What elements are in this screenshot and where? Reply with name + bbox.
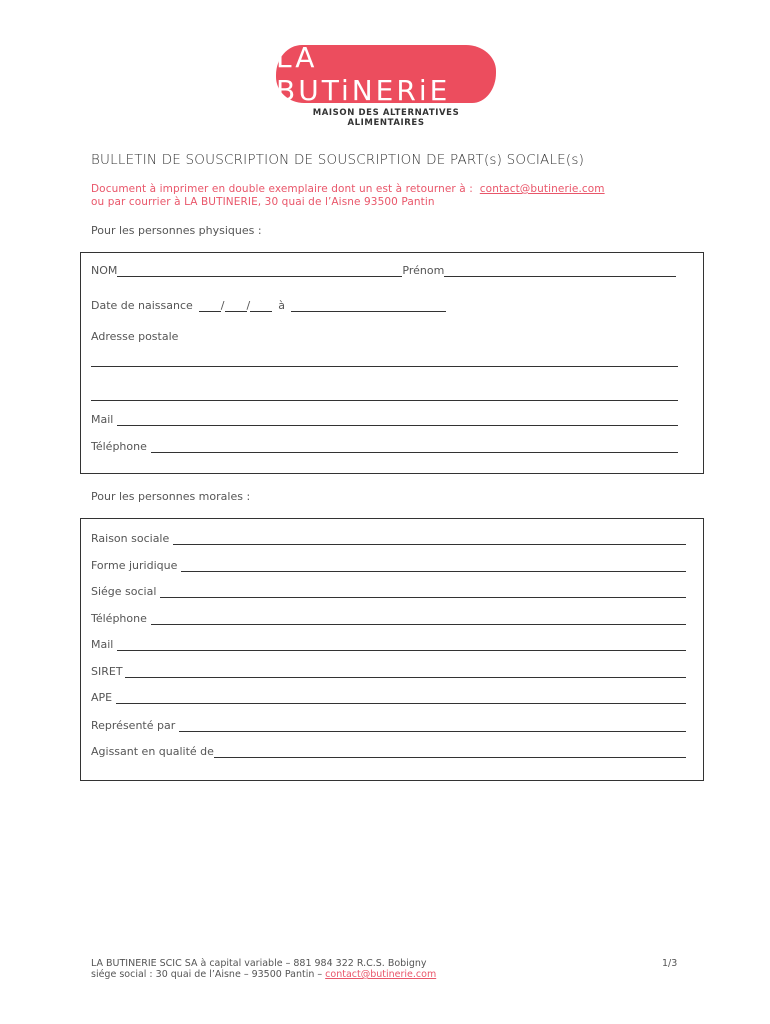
logo-name: LA BUTiNERiE (276, 41, 451, 107)
note-line1: Document à imprimer en double exemplaire dont un est à retourner à : (91, 183, 473, 195)
nom-prenom-row (91, 264, 691, 277)
physical-heading: Pour les personnes physiques : (91, 224, 262, 237)
address-line-2[interactable] (91, 388, 678, 401)
siret-field[interactable] (125, 665, 686, 678)
moral-heading: Pour les personnes morales : (91, 490, 251, 503)
telephone-row (91, 440, 678, 453)
siege-social-field[interactable] (160, 585, 686, 598)
siege-social-row (91, 585, 686, 598)
instructions-note (91, 183, 605, 209)
ape-row (91, 691, 686, 704)
contact-email-link[interactable]: contact@butinerie.com (479, 183, 605, 195)
moral-mail-row (91, 638, 686, 651)
forme-juridique-label: Forme juridique (91, 559, 178, 572)
agissant-label: Agissant en qualité de (91, 745, 214, 758)
prenom-label: Prénom (402, 264, 445, 277)
telephone-label: Téléphone (91, 440, 147, 453)
mail-label: Mail (91, 413, 114, 426)
siege-social-label: Siége social (91, 585, 157, 598)
represente-par-row (91, 719, 686, 732)
birth-day-field[interactable] (199, 299, 221, 312)
moral-telephone-row (91, 612, 686, 625)
siret-label: SIRET (91, 665, 123, 678)
ape-field[interactable] (116, 691, 686, 704)
footer-line2: siége social : 30 quai de l’Aisne – 93500 Pantin – (91, 969, 323, 980)
birth-year-field[interactable] (250, 299, 272, 312)
moral-mail-label: Mail (91, 638, 114, 651)
logo-tagline: MAISON DES ALTERNATIVES ALIMENTAIRES (312, 108, 460, 128)
telephone-field[interactable] (151, 440, 678, 453)
birth-month-field[interactable] (225, 299, 247, 312)
footer-email-link[interactable]: contact@butinerie.com (325, 969, 437, 980)
moral-telephone-field[interactable] (151, 612, 686, 625)
represente-par-label: Représenté par (91, 719, 176, 732)
agissant-field[interactable] (214, 745, 686, 758)
address-label: Adresse postale (91, 330, 179, 343)
mail-row (91, 413, 678, 426)
mail-field[interactable] (117, 413, 678, 426)
raison-sociale-field[interactable] (173, 532, 686, 545)
address-label-row (91, 330, 178, 343)
document-title: BULLETIN DE SOUSCRIPTION DE SOUSCRIPTION DE PART(s) SOCIALE(s) (91, 152, 585, 168)
agissant-row (91, 745, 686, 758)
forme-juridique-row (91, 559, 686, 572)
footer-line1: LA BUTINERIE SCIC SA à capital variable – 881 984 322 R.C.S. Bobigny (91, 958, 427, 969)
slash-2: / (246, 299, 251, 312)
birthplace-field[interactable] (291, 299, 446, 312)
prenom-field[interactable] (444, 264, 676, 277)
footer (91, 958, 436, 980)
nom-label: NOM (91, 264, 118, 277)
ape-label: APE (91, 691, 113, 704)
raison-sociale-label: Raison sociale (91, 532, 170, 545)
address-line-1[interactable] (91, 354, 678, 367)
birthplace-label: à (278, 299, 285, 312)
siret-row (91, 665, 686, 678)
page-number: 1/3 (662, 958, 678, 969)
slash-1: / (220, 299, 225, 312)
nom-field[interactable] (117, 264, 402, 277)
birthdate-label: Date de naissance (91, 299, 193, 312)
represente-par-field[interactable] (179, 719, 686, 732)
forme-juridique-field[interactable] (181, 559, 686, 572)
note-line2: ou par courrier à LA BUTINERIE, 30 quai de l’Aisne 93500 Pantin (91, 196, 435, 208)
moral-telephone-label: Téléphone (91, 612, 147, 625)
raison-sociale-row (91, 532, 686, 545)
moral-mail-field[interactable] (117, 638, 686, 651)
birth-row (91, 299, 446, 312)
logo (276, 41, 496, 107)
